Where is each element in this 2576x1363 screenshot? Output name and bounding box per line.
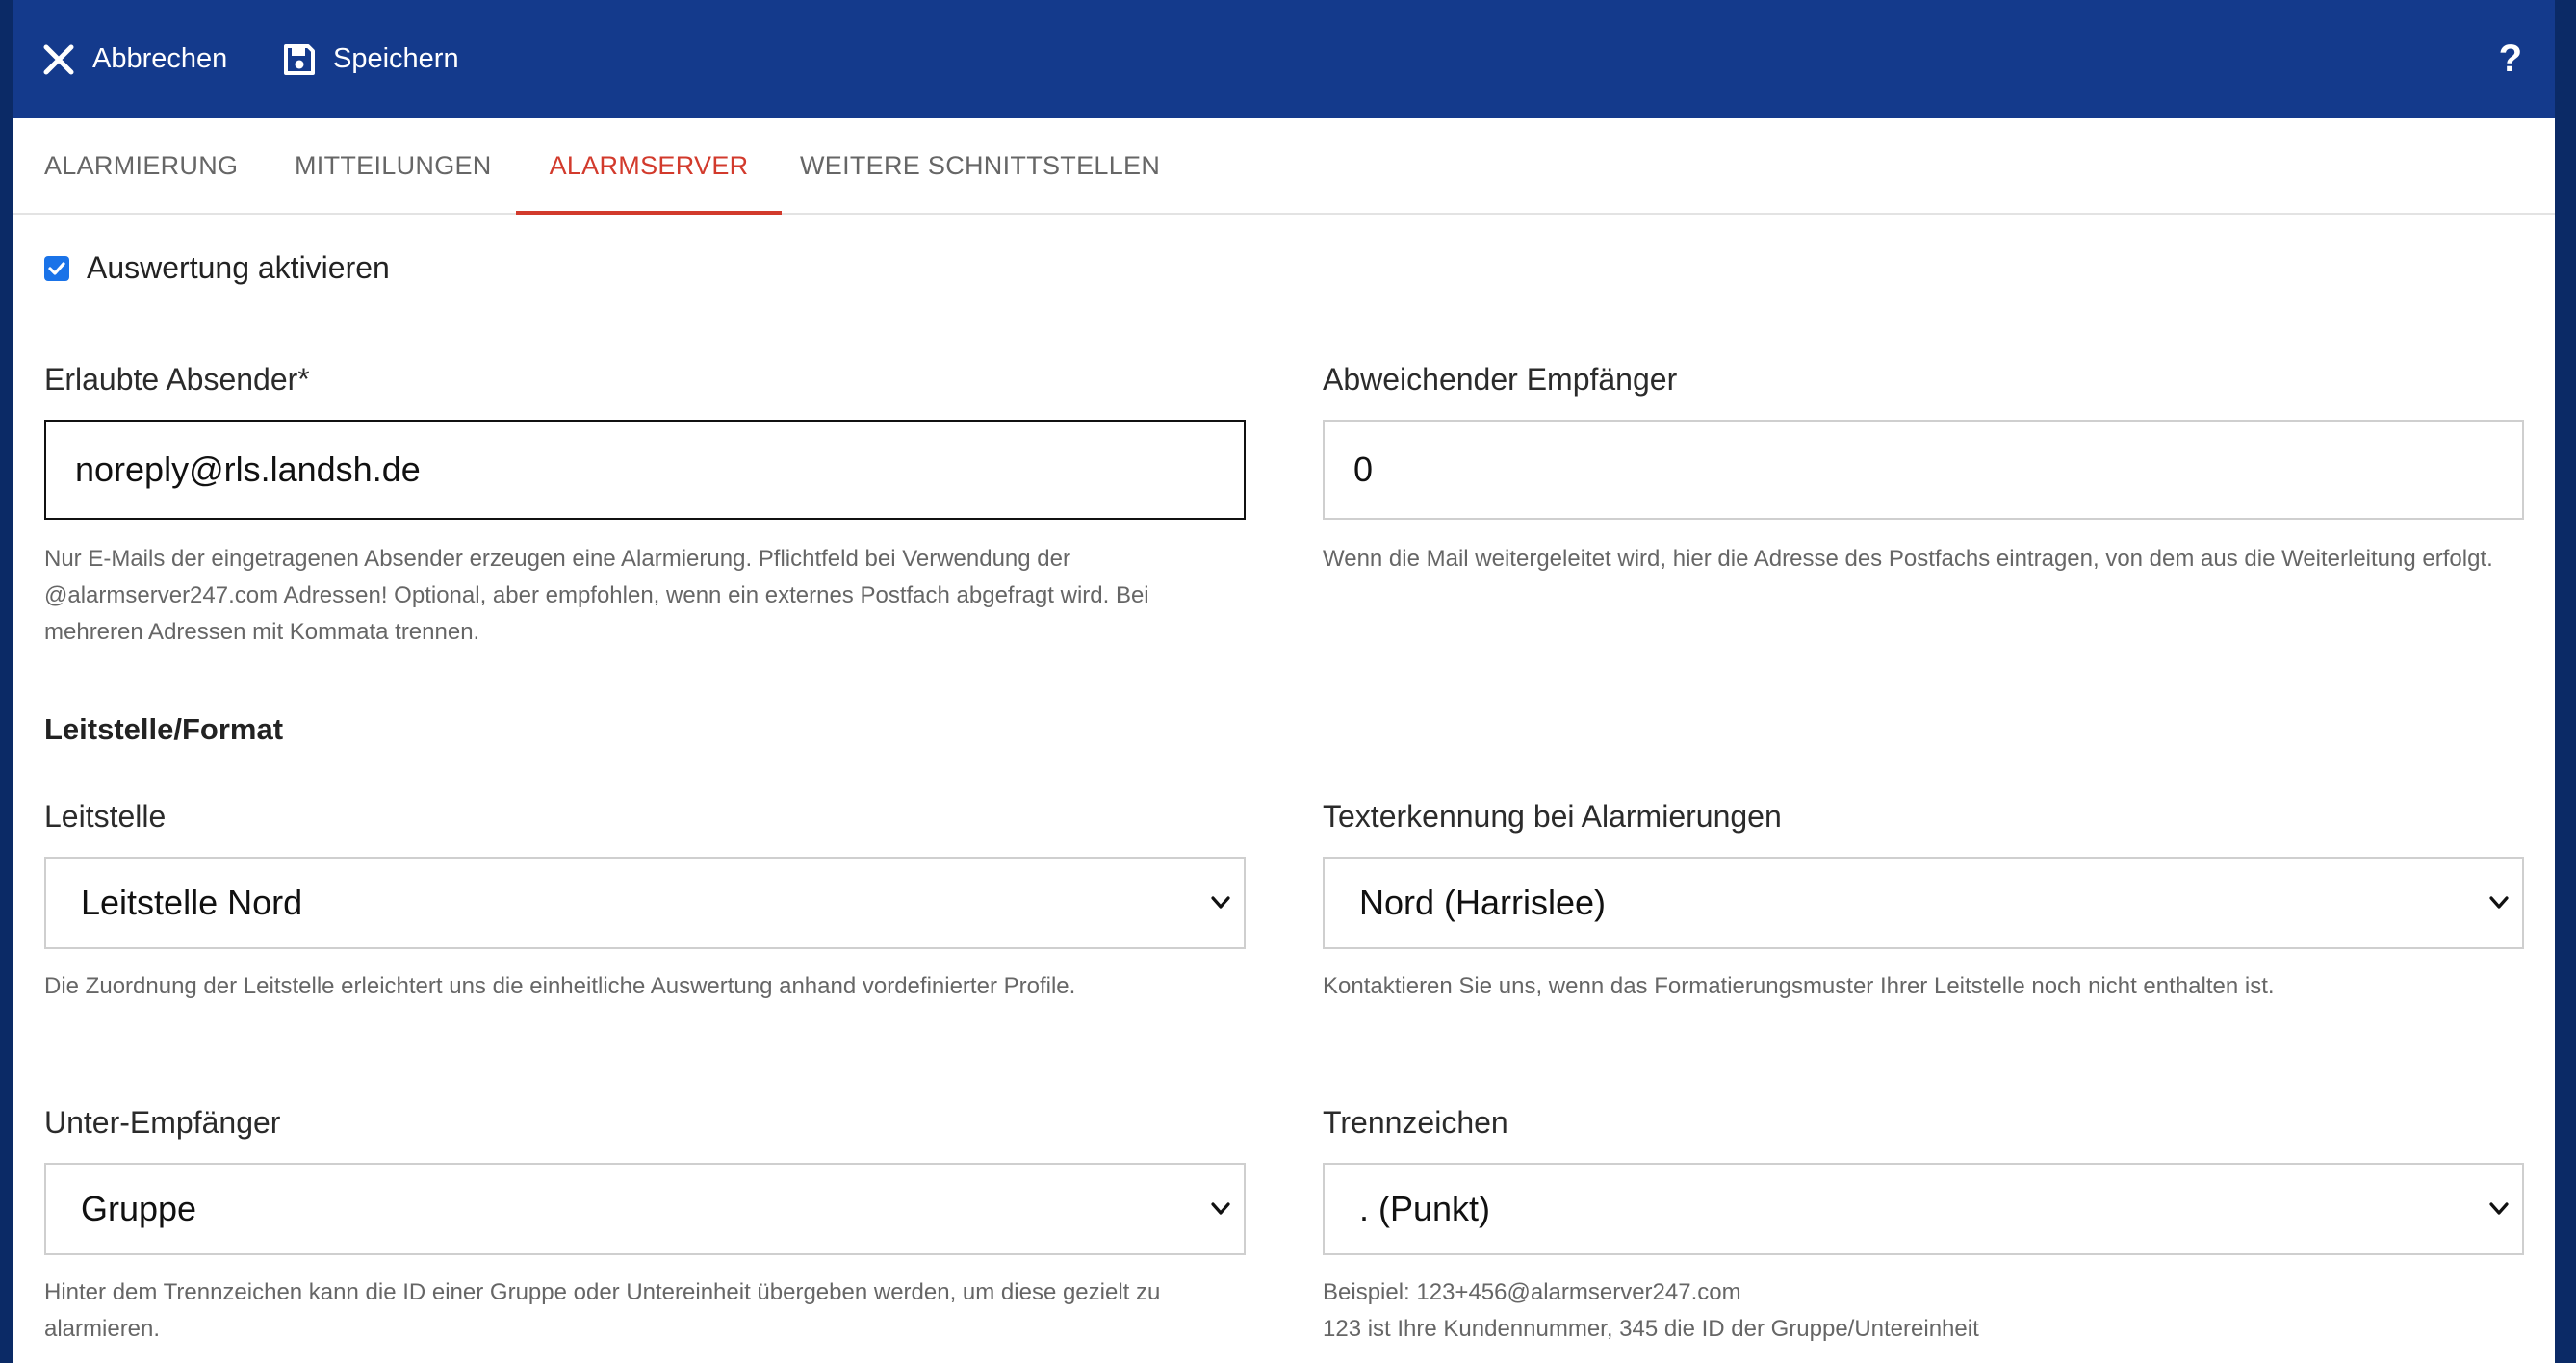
separator-value: . (Punkt): [1359, 1189, 1491, 1228]
tab-alarmserver[interactable]: [516, 118, 782, 213]
save-button[interactable]: [283, 0, 459, 118]
separator-select[interactable]: [1323, 1163, 2524, 1255]
close-icon: [42, 43, 75, 76]
tab-alarmserver-label: ALARMSERVER: [549, 150, 749, 180]
help-line: alarmieren.: [44, 1316, 161, 1342]
tab-bar: [13, 118, 2555, 215]
separator-help: [1323, 1274, 2545, 1348]
different-recipient-input[interactable]: [1323, 420, 2524, 520]
tab-weitere-schnittstellen[interactable]: WEITERE SCHNITTSTELLEN: [800, 150, 1161, 180]
top-toolbar: [13, 0, 2555, 118]
allowed-senders-value: noreply@rls.landsh.de: [75, 450, 421, 489]
different-recipient-value: 0: [1353, 450, 1374, 489]
help-button[interactable]: ?: [2498, 38, 2522, 80]
text-recognition-help: Kontaktieren Sie uns, wenn das Formatierungsmuster Ihrer Leitstelle noch nicht enthalten ist.: [1323, 973, 2275, 999]
help-line: Hinter dem Trennzeichen kann die ID einer Gruppe oder Untereinheit übergeben werden, um diese gezielt zu: [44, 1279, 1161, 1305]
sub-recipient-select[interactable]: [44, 1163, 1246, 1255]
allowed-senders-help: [44, 541, 1257, 651]
help-line: Beispiel: 123+456@alarmserver247.com: [1323, 1279, 1741, 1305]
help-line: Nur E-Mails der eingetragenen Absender erzeugen eine Alarmierung. Pflichtfeld bei Verwendung der: [44, 546, 1070, 572]
allowed-senders-label: Erlaubte Absender*: [44, 362, 310, 397]
active-tab-indicator: [516, 211, 782, 215]
tab-mitteilungen[interactable]: MITTEILUNGEN: [295, 150, 492, 180]
chevron-down-icon: [2489, 1202, 2509, 1216]
chevron-down-icon: [1211, 896, 1230, 910]
help-line: 123 ist Ihre Kundennummer, 345 die ID der Gruppe/Untereinheit: [1323, 1316, 1979, 1342]
sub-recipient-label: Unter-Empfänger: [44, 1105, 281, 1140]
evaluation-label: Auswertung aktivieren: [87, 250, 390, 285]
help-line: mehreren Adressen mit Kommata trennen.: [44, 619, 480, 645]
floppy-disk-icon: [283, 43, 316, 76]
allowed-senders-input[interactable]: [44, 420, 1246, 520]
text-recognition-value: Nord (Harrislee): [1359, 883, 1607, 922]
cancel-button[interactable]: [42, 0, 227, 118]
evaluation-toggle[interactable]: [44, 250, 390, 286]
control-center-help: Die Zuordnung der Leitstelle erleichtert uns die einheitliche Auswertung anhand vordefinierter Profile.: [44, 973, 1076, 999]
text-recognition-label: Texterkennung bei Alarmierungen: [1323, 799, 1782, 834]
app-frame: [13, 0, 2555, 1363]
separator-label: Trennzeichen: [1323, 1105, 1508, 1140]
sub-recipient-help: [44, 1274, 1257, 1348]
section-title: Leitstelle/Format: [44, 712, 284, 746]
chevron-down-icon: [1211, 1202, 1230, 1216]
different-recipient-label: Abweichender Empfänger: [1323, 362, 1678, 397]
sub-recipient-value: Gruppe: [81, 1189, 197, 1228]
control-center-select[interactable]: [44, 857, 1246, 949]
different-recipient-help: Wenn die Mail weitergeleitet wird, hier die Adresse des Postfachs eintragen, von dem aus die Weiterleitung erfolgt.: [1323, 546, 2493, 572]
help-line: @alarmserver247.com Adressen! Optional, aber empfohlen, wenn ein externes Postfach abgefragt wird. Bei: [44, 582, 1149, 608]
save-label: Speichern: [333, 43, 459, 74]
tab-alarmierung[interactable]: ALARMIERUNG: [44, 150, 239, 180]
cancel-label: Abbrechen: [92, 43, 228, 74]
chevron-down-icon: [2489, 896, 2509, 910]
control-center-label: Leitstelle: [44, 799, 167, 834]
checkbox-checked-icon[interactable]: [44, 256, 69, 281]
text-recognition-select[interactable]: [1323, 857, 2524, 949]
control-center-value: Leitstelle Nord: [81, 883, 303, 922]
